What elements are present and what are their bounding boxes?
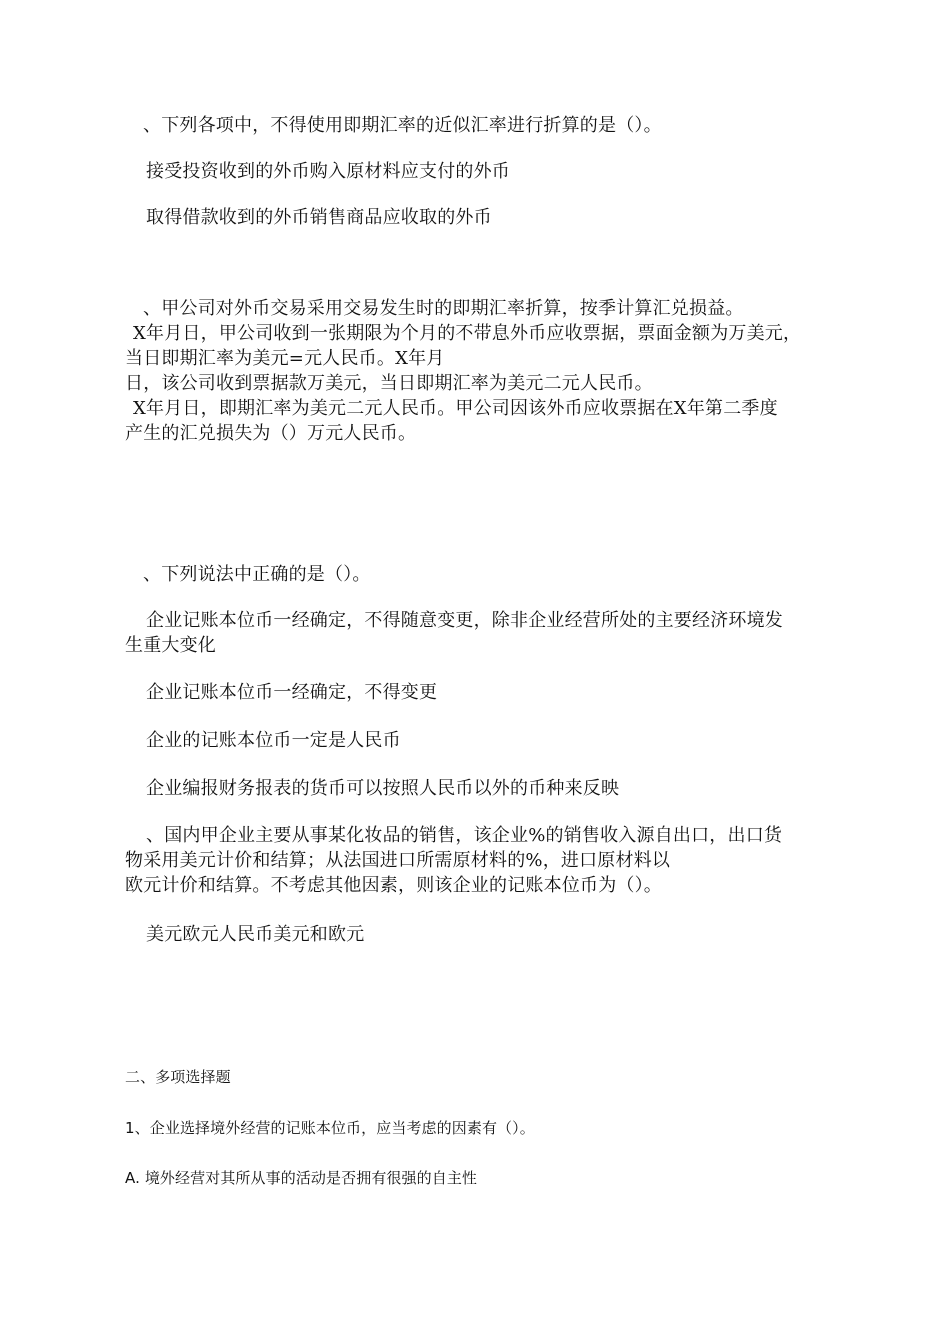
question-stem-line: 欧元计价和结算。不考虑其他因素，则该企业的记账本位币为（）。 xyxy=(125,875,662,896)
question-stem: 1、企业选择境外经营的记账本位币，应当考虑的因素有（）。 xyxy=(125,1119,535,1137)
question-stem-line: X年月日，甲公司收到一张期限为个月的不带息外币应收票据，票面金额为万美元， xyxy=(133,323,802,344)
question-stem-line: 物采用美元计价和结算；从法国进口所需原材料的%，进口原材料以 xyxy=(125,850,671,871)
question-stem-line: 当日即期汇率为美元=元人民币。X年月 xyxy=(125,348,445,369)
section-heading: 二、多项选择题 xyxy=(125,1068,231,1086)
question-stem-line: 产生的汇兑损失为（）万元人民币。 xyxy=(125,423,417,444)
question-stem-line: 日，该公司收到票据款万美元，当日即期汇率为美元二元人民币。 xyxy=(125,373,653,394)
option-line: 企业的记账本位币一定是人民币 xyxy=(146,730,401,751)
option-line: 企业编报财务报表的货币可以按照人民币以外的币种来反映 xyxy=(146,778,620,799)
question-stem: 、下列说法中正确的是（）。 xyxy=(143,564,371,585)
option-line: 取得借款收到的外币销售商品应收取的外币 xyxy=(146,207,492,228)
option-a: A. 境外经营对其所从事的活动是否拥有很强的自主性 xyxy=(125,1169,478,1187)
option-line: 生重大变化 xyxy=(125,635,216,656)
option-line: 美元欧元人民币美元和欧元 xyxy=(146,924,365,945)
question-stem: 、下列各项中，不得使用即期汇率的近似汇率进行折算的是（）。 xyxy=(143,115,662,136)
question-stem-line: 、国内甲企业主要从事某化妆品的销售，该企业%的销售收入源自出口，出口货 xyxy=(146,825,783,846)
question-stem-line: X年月日，即期汇率为美元二元人民币。甲公司因该外币应收票据在X年第二季度 xyxy=(133,398,778,419)
option-line: 企业记账本位币一经确定，不得变更 xyxy=(146,682,438,703)
option-line: 企业记账本位币一经确定，不得随意变更，除非企业经营所处的主要经济环境发 xyxy=(146,610,783,631)
option-line: 接受投资收到的外币购入原材料应支付的外币 xyxy=(146,161,510,182)
question-stem-line: 、甲公司对外币交易采用交易发生时的即期汇率折算，按季计算汇兑损益。 xyxy=(143,298,744,319)
